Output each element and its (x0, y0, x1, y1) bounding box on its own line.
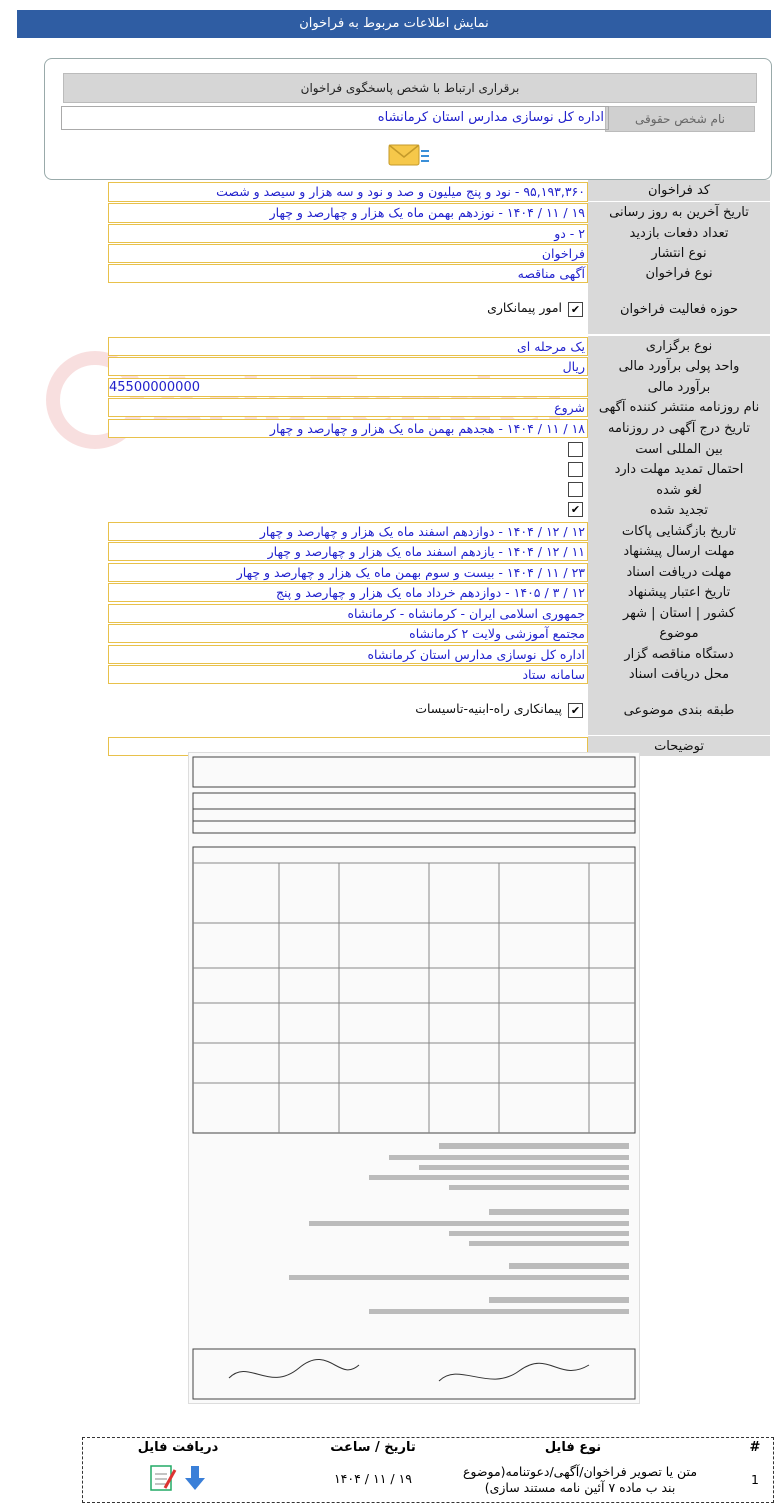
row-value-call-type: آگهی مناقصه (108, 264, 588, 283)
row-value-subject: مجتمع آموزشی ولایت ۲ کرمانشاه (108, 624, 588, 643)
activity-checkbox[interactable]: ✔ (568, 302, 583, 317)
row-value-doc-deadline: ۲۳ / ۱۱ / ۱۴۰۴ - بیست و سوم بهمن ماه یک هزار و چهارصد و چهار (108, 563, 588, 582)
file-row-type-line2: بند ب ماده ۷ آئین نامه مستند سازی) (484, 1480, 676, 1495)
file-header-type: نوع فایل (544, 1440, 602, 1455)
cancelled-checkbox[interactable] (568, 482, 583, 497)
row-label-holding-type: نوع برگزاری (588, 336, 770, 357)
row-label-estimate: برآورد مالی (588, 377, 770, 398)
row-label-description: توضیحات (588, 736, 770, 757)
row-label-category: طبقه بندی موضوعی (588, 685, 770, 736)
row-label-newspaper-date: تاریخ درج آگهی در روزنامه (588, 418, 770, 440)
row-value-newspaper-date: ۱۸ / ۱۱ / ۱۴۰۴ - هجدهم بهمن ماه یک هزار و چهارصد و چهار (108, 419, 588, 438)
row-label-cancelled: لغو شده (588, 480, 770, 501)
row-value-opening-date: ۱۲ / ۱۲ / ۱۴۰۴ - دوازدهم اسفند ماه یک هزار و چهارصد و چهار (108, 522, 588, 541)
category-value: پیمانکاری راه-ابنیه-تاسیسات (415, 701, 562, 716)
contact-title: برقراری ارتباط با شخص پاسخگوی فراخوان (63, 73, 757, 103)
row-value-organizer: اداره کل نوسازی مدارس استان کرمانشاه (108, 645, 588, 664)
row-value-estimate: 45500000000 (108, 378, 588, 397)
row-label-validity: تاریخ اعتبار پیشنهاد (588, 582, 770, 604)
row-label-international: بین المللی است (588, 439, 770, 460)
row-label-visits: تعداد دفعات بازدید (588, 223, 770, 244)
category-checkbox[interactable]: ✔ (568, 703, 583, 718)
row-label-newspaper: نام روزنامه منتشر کننده آگهی (588, 397, 770, 419)
row-value-holding-type: یک مرحله ای (108, 337, 588, 356)
file-header-date: تاریخ / ساعت (330, 1440, 416, 1455)
contact-box (44, 58, 772, 180)
row-label-publish-type: نوع انتشار (588, 243, 770, 264)
download-icon[interactable] (147, 1462, 209, 1494)
row-value-publish-type: فراخوان (108, 244, 588, 263)
row-label-call-type: نوع فراخوان (588, 263, 770, 285)
row-label-organizer: دستگاه مناقصه گزار (588, 644, 770, 665)
mail-icon[interactable] (385, 141, 431, 171)
row-label-renewed: تجدید شده (588, 500, 770, 522)
extension-checkbox[interactable] (568, 462, 583, 477)
row-label-activity: حوزه فعالیت فراخوان (588, 284, 770, 335)
international-checkbox[interactable] (568, 442, 583, 457)
row-value-send-deadline: ۱۱ / ۱۲ / ۱۴۰۴ - یازدهم اسفند ماه یک هزار و چهارصد و چهار (108, 542, 588, 561)
row-value-doc-place: سامانه ستاد (108, 665, 588, 684)
file-row-num: 1 (751, 1472, 759, 1487)
file-header-num: # (749, 1440, 761, 1455)
row-value-code: ۹۵,۱۹۳,۳۶۰ - نود و پنج میلیون و صد و نود و سه هزار و سیصد و شصت (108, 182, 588, 202)
file-table (82, 1437, 774, 1503)
contact-value: اداره کل نوسازی مدارس استان کرمانشاه (61, 106, 609, 130)
row-label-subject: موضوع (588, 623, 770, 645)
row-value-validity: ۱۲ / ۳ / ۱۴۰۵ - دوازدهم خرداد ماه یک هزار و چهارصد و پنج (108, 583, 588, 602)
row-label-extension: احتمال تمدید مهلت دارد (588, 459, 770, 481)
contact-label: نام شخص حقوقی (605, 106, 755, 132)
row-value-newspaper: شروع (108, 398, 588, 417)
file-row-date: ۱۹ / ۱۱ / ۱۴۰۴ (333, 1471, 413, 1486)
row-label-doc-place: محل دریافت اسناد (588, 664, 770, 686)
row-label-doc-deadline: مهلت دریافت اسناد (588, 562, 770, 583)
row-value-currency: ریال (108, 357, 588, 376)
activity-value: امور پیمانکاری (487, 300, 562, 315)
row-label-last-update: تاریخ آخرین به روز رسانی (588, 202, 770, 224)
row-value-location: جمهوری اسلامی ایران - کرمانشاه - کرمانشاه (108, 604, 588, 623)
row-value-last-update: ۱۹ / ۱۱ / ۱۴۰۴ - نوزدهم بهمن ماه یک هزار و چهارصد و چهار (108, 203, 588, 223)
file-header-download: دریافت فایل (137, 1440, 219, 1455)
row-label-location: کشور | استان | شهر (588, 603, 770, 624)
page-header: نمایش اطلاعات مربوط به فراخوان (17, 10, 771, 38)
row-label-code: کد فراخوان (588, 180, 770, 202)
renewed-checkbox[interactable]: ✔ (568, 502, 583, 517)
tender-document-image (188, 752, 640, 1404)
row-label-send-deadline: مهلت ارسال پیشنهاد (588, 541, 770, 563)
row-label-currency: واحد پولی برآورد مالی (588, 356, 770, 378)
row-value-visits: ۲ - دو (108, 224, 588, 243)
row-label-opening-date: تاریخ بازگشایی پاکات (588, 521, 770, 542)
file-row-type-line1: متن یا تصویر فراخوان/آگهی/دعوتنامه(موضوع (462, 1464, 698, 1479)
